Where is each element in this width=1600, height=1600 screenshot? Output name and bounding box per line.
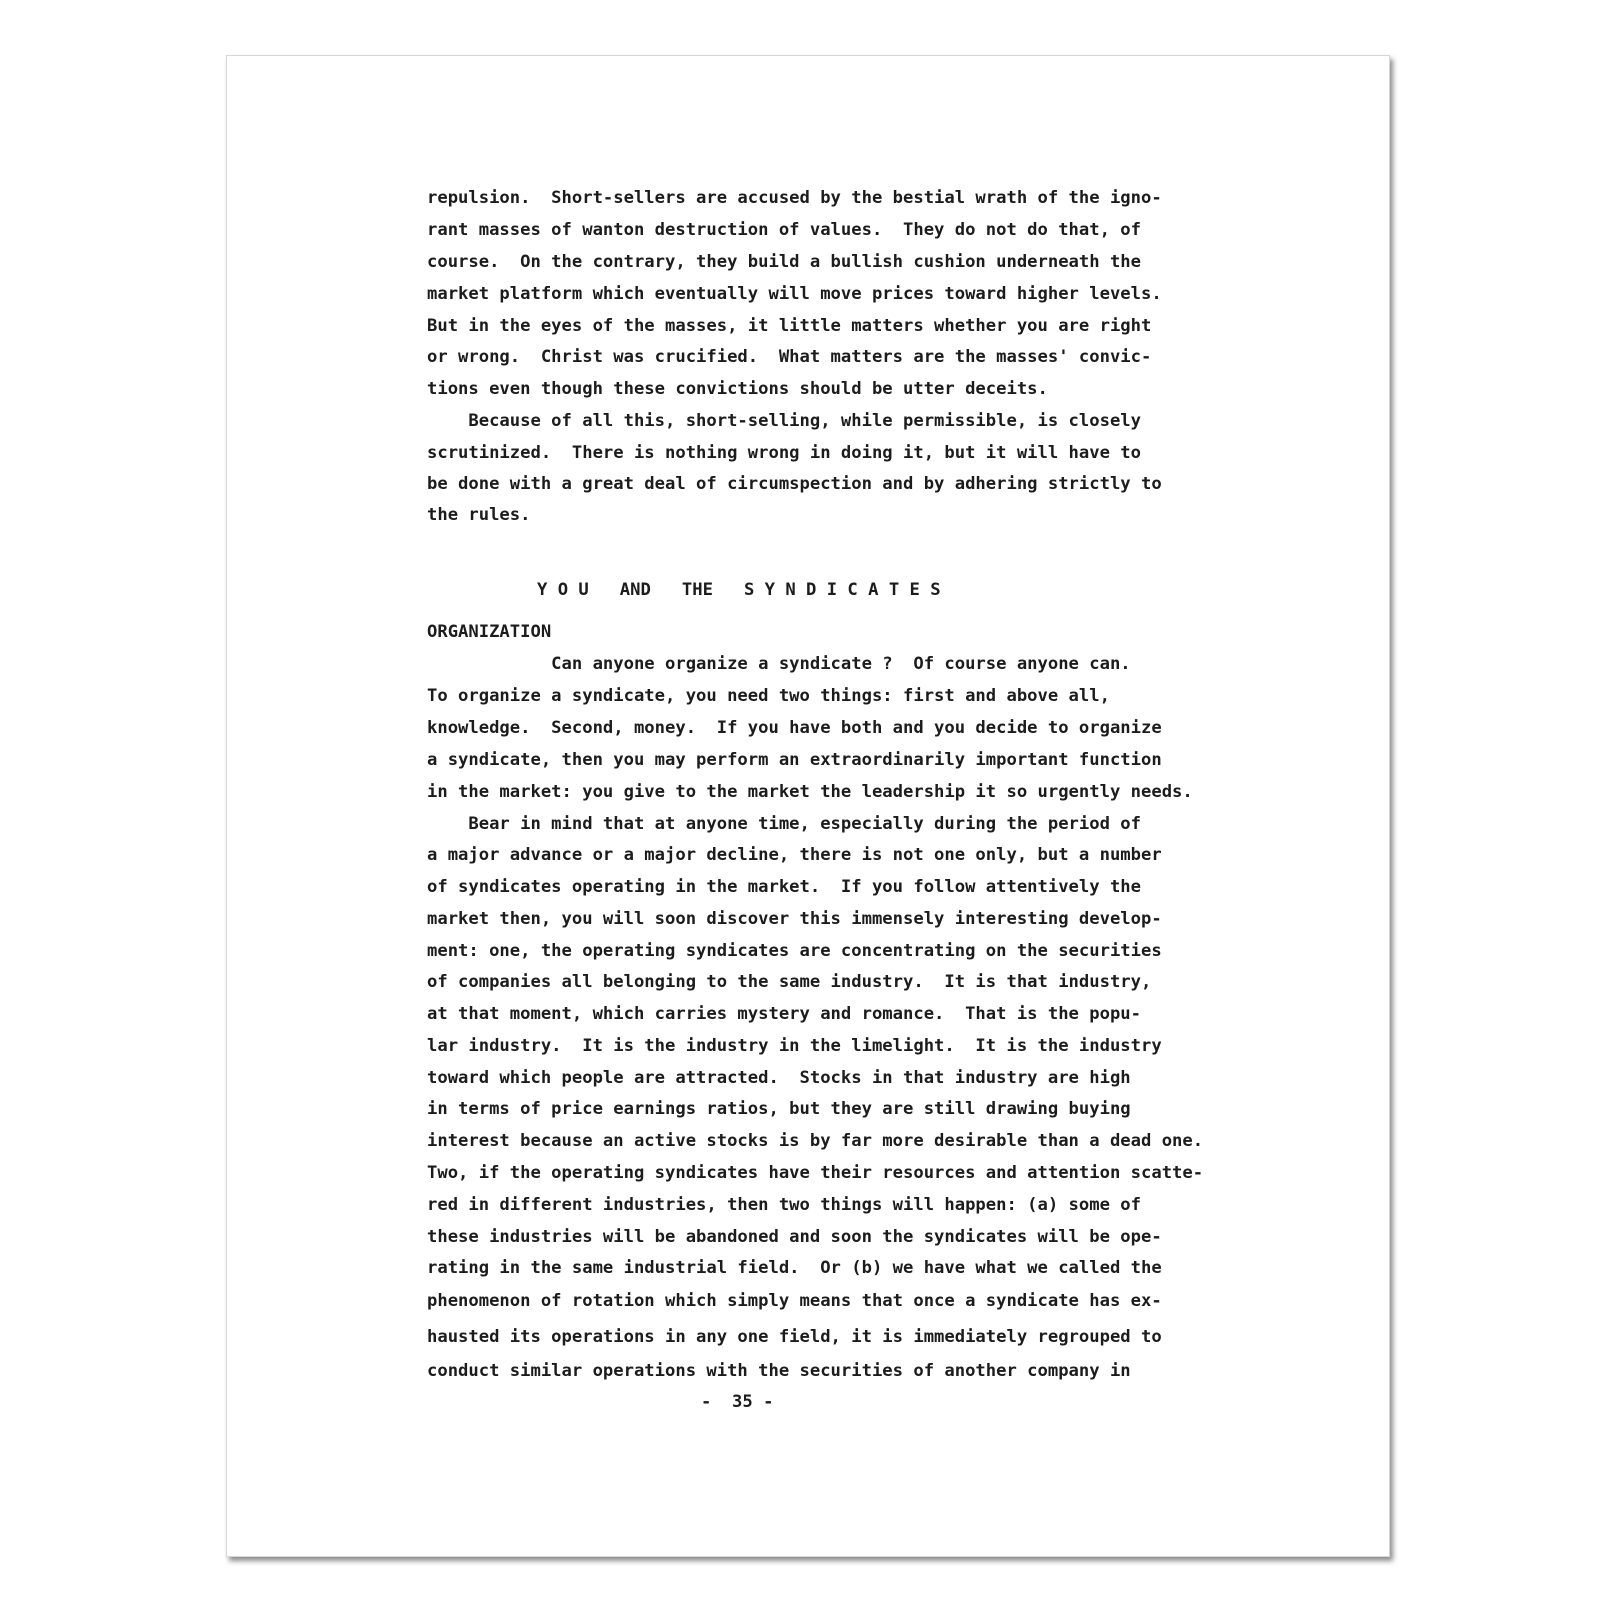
text-line: To organize a syndicate, you need two things: first and above all,: [427, 686, 1110, 706]
text-line: phenomenon of rotation which simply means that once a syndicate has ex-: [427, 1291, 1162, 1311]
text-line: these industries will be abandoned and soon the syndicates will be ope-: [427, 1227, 1162, 1247]
text-line: of companies all belonging to the same industry. It is that industry,: [427, 972, 1152, 992]
text-line: the rules.: [427, 505, 531, 525]
document-page: [226, 55, 1390, 1557]
text-line: a syndicate, then you may perform an extraordinarily important function: [427, 750, 1162, 770]
text-line: in terms of price earnings ratios, but they are still drawing buying: [427, 1099, 1131, 1119]
text-line: scrutinized. There is nothing wrong in doing it, but it will have to: [427, 443, 1141, 463]
text-line: market then, you will soon discover this immensely interesting develop-: [427, 909, 1162, 929]
text-line: market platform which eventually will move prices toward higher levels.: [427, 284, 1162, 304]
text-line: ment: one, the operating syndicates are concentrating on the securities: [427, 941, 1162, 961]
text-line: lar industry. It is the industry in the limelight. It is the industry: [427, 1036, 1162, 1056]
text-line: toward which people are attracted. Stocks in that industry are high: [427, 1068, 1131, 1088]
page-number: - 35 -: [701, 1392, 774, 1412]
text-line: at that moment, which carries mystery and romance. That is the popu-: [427, 1004, 1141, 1024]
text-line: Can anyone organize a syndicate ? Of course anyone can.: [427, 654, 1131, 674]
text-line: Because of all this, short-selling, while permissible, is closely: [427, 411, 1141, 431]
text-line: red in different industries, then two things will happen: (a) some of: [427, 1195, 1141, 1215]
text-line: But in the eyes of the masses, it little matters whether you are right: [427, 316, 1152, 336]
text-line: interest because an active stocks is by far more desirable than a dead one.: [427, 1131, 1204, 1151]
subheading: ORGANIZATION: [427, 622, 552, 642]
text-line: course. On the contrary, they build a bullish cushion underneath the: [427, 252, 1141, 272]
text-line: Two, if the operating syndicates have their resources and attention scatte-: [427, 1163, 1204, 1183]
text-line: be done with a great deal of circumspection and by adhering strictly to: [427, 474, 1162, 494]
text-line: rating in the same industrial field. Or (b) we have what we called the: [427, 1258, 1162, 1278]
text-line: hausted its operations in any one field, it is immediately regrouped to: [427, 1327, 1162, 1347]
text-line: or wrong. Christ was crucified. What matters are the masses' convic-: [427, 347, 1152, 367]
text-line: of syndicates operating in the market. If you follow attentively the: [427, 877, 1141, 897]
text-line: in the market: you give to the market the leadership it so urgently needs.: [427, 782, 1193, 802]
text-line: Bear in mind that at anyone time, especially during the period of: [427, 814, 1141, 834]
text-line: tions even though these convictions should be utter deceits.: [427, 379, 1048, 399]
text-line: a major advance or a major decline, there is not one only, but a number: [427, 845, 1162, 865]
text-line: knowledge. Second, money. If you have both and you decide to organize: [427, 718, 1162, 738]
text-line: conduct similar operations with the securities of another company in: [427, 1361, 1131, 1381]
text-line: repulsion. Short-sellers are accused by the bestial wrath of the igno-: [427, 188, 1162, 208]
text-line: rant masses of wanton destruction of values. They do not do that, of: [427, 220, 1141, 240]
section-title: Y O U AND THE S Y N D I C A T E S: [537, 580, 941, 600]
